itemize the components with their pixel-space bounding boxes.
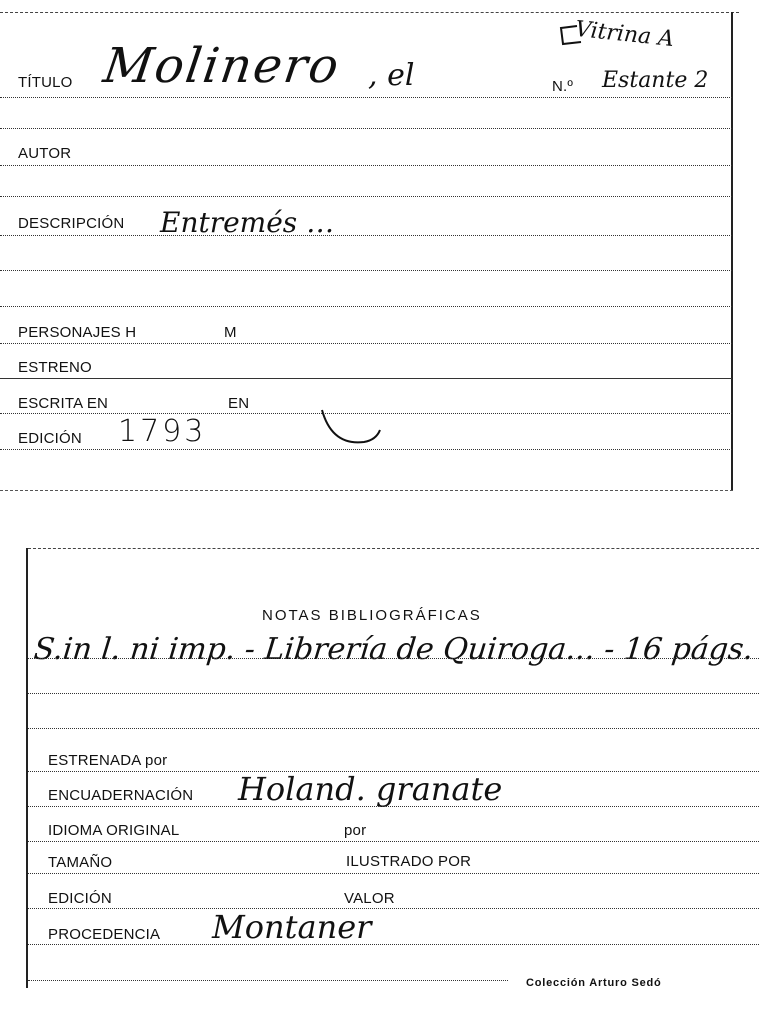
estreno-rule	[0, 378, 732, 379]
titulo-value: Molinero	[100, 38, 344, 94]
edicion-label-bottom: EDICIÓN	[48, 890, 112, 907]
bracket-mark	[555, 22, 585, 52]
personajes-m-label: M	[224, 324, 237, 341]
notas-heading: NOTAS BIBLIOGRÁFICAS	[262, 607, 482, 624]
estrenada-label: ESTRENADA por	[48, 752, 168, 769]
notas-rule-3	[28, 728, 759, 729]
card-right-edge	[731, 12, 733, 490]
valor-label: VALOR	[344, 890, 395, 907]
rule-6	[0, 270, 732, 271]
encuadernacion-value: Holand. granate	[238, 770, 503, 808]
edicion-rule-bottom	[28, 908, 759, 909]
descripcion-value: Entremés …	[160, 206, 335, 239]
rule-7	[0, 306, 732, 307]
escrita-label: ESCRITA EN	[18, 395, 109, 412]
notas-value: S.in l. ni imp. - Librería de Quiroga... - 16 págs.	[32, 632, 755, 667]
titulo-rule	[0, 97, 732, 98]
vitrina-note: Vitrina A	[573, 16, 676, 53]
personajes-rule	[0, 343, 732, 344]
escrita-en-label: EN	[228, 395, 250, 412]
notas-rule-2	[28, 693, 759, 694]
catalog-card-top	[0, 0, 759, 495]
tamano-label: TAMAÑO	[48, 854, 113, 871]
ilustrado-label: ILUSTRADO POR	[346, 853, 472, 870]
idioma-label: IDIOMA ORIGINAL	[48, 822, 180, 839]
notas-rule-1	[28, 658, 759, 659]
card-bottom-edge	[0, 490, 733, 491]
collection-imprint: Colección Arturo Sedó	[526, 977, 662, 989]
personajes-label: PERSONAJES H	[18, 324, 137, 341]
card-top-edge	[28, 548, 759, 549]
last-rule	[28, 980, 508, 981]
idioma-rule	[28, 841, 759, 842]
hole-punch-arc	[318, 400, 388, 450]
card-top-edge	[0, 12, 739, 13]
estreno-label: ESTRENO	[18, 359, 92, 376]
tamano-rule	[28, 873, 759, 874]
card-left-edge	[26, 548, 28, 988]
titulo-suffix: , el	[368, 58, 415, 93]
procedencia-rule	[28, 944, 759, 945]
titulo-label: TÍTULO	[18, 74, 73, 91]
procedencia-value: Montaner	[212, 908, 372, 946]
idioma-por-label: por	[344, 822, 367, 839]
autor-rule	[0, 165, 732, 166]
encuadernacion-rule	[28, 806, 759, 807]
descripcion-rule	[0, 235, 732, 236]
rule-2	[0, 128, 732, 129]
descripcion-label: DESCRIPCIÓN	[18, 215, 125, 232]
autor-label: AUTOR	[18, 145, 72, 162]
procedencia-label: PROCEDENCIA	[48, 926, 161, 943]
catalog-card-bottom	[0, 540, 759, 1028]
edicion-value: 1793	[118, 414, 207, 449]
edicion-label: EDICIÓN	[18, 430, 82, 447]
numero-label: N.º	[552, 78, 574, 95]
estante-note: Estante 2	[602, 68, 709, 93]
rule-4	[0, 196, 732, 197]
encuadernacion-label: ENCUADERNACIÓN	[48, 787, 194, 804]
